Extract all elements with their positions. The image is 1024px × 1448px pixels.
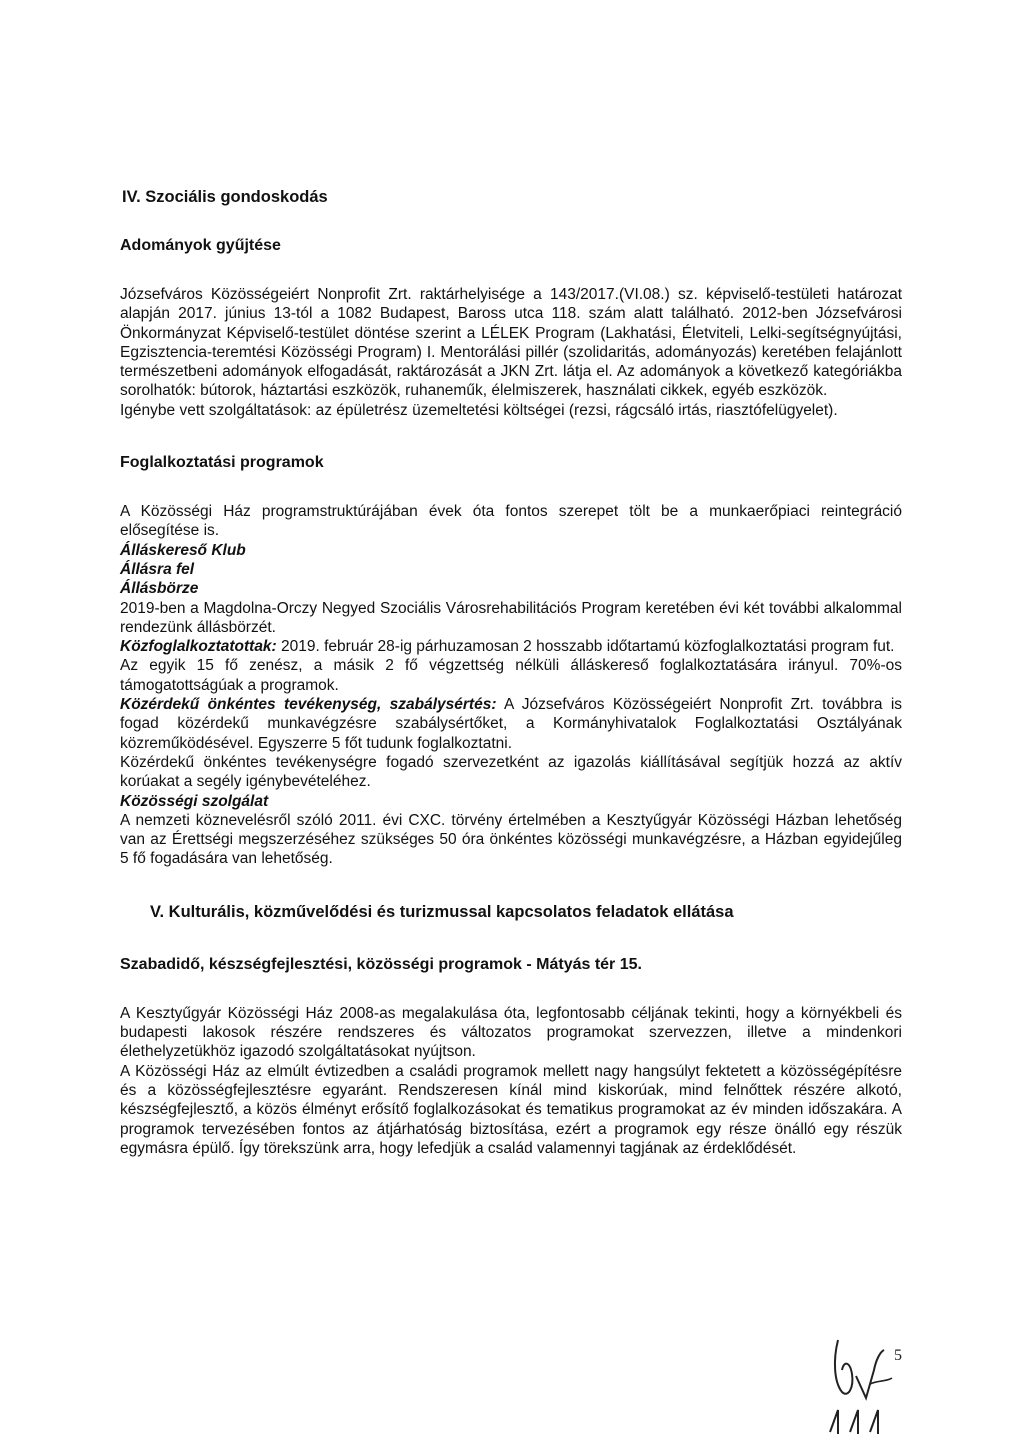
volunteer-paragraph <box>120 695 902 753</box>
job-ready: Állásra fel <box>120 560 195 578</box>
volunteer-text: A Józsefváros Közösségeiért Nonprofit Zrt. továbbra is fogad közérdekű munkavégzésre szabálysértőket, a Kormányhivatalok Foglalkoztatási Osztályának közreműködésével. Egyszerre 5 főt tudunk foglalkoztatni. <box>120 696 903 752</box>
employment-heading: Foglalkoztatási programok <box>120 454 324 472</box>
public-workers-text: 2019. február 28-ig párhuzamosan 2 hosszabb időtartamú közfoglalkoztatási program fut. <box>276 638 895 656</box>
leisure-paragraph-2: A Közösségi Ház az elmúlt évtizedben a családi programok mellett nagy hangsúlyt fektetett a közösségépítésre és a közösségfejlesztésre egyaránt. Rendszeresen kínál mind kiskorúak, mind felnőttek részére alkotó, készségfejlesztő, a közös élményt erősítő foglalkozásokat és tematikus programokat az év minden időszakára. A programok tervezésében fontos az átjárhatóság biztosítása, ezért a programok egy része önálló egy részük egymásra épülő. Így törekszünk arra, hogy lefedjük a család valamennyi tagjának az érdeklődését. <box>120 1062 902 1157</box>
community-service-paragraph: A nemzeti köznevelésről szóló 2011. évi CXC. törvény értelmében a Kesztyűgyár Közösségi Házban lehetőség van az Érettségi megszerzéséhez szükséges 50 óra önkéntes közösségi munkavégzésre, a Házban egyidejűleg 5 fő fogadására van lehetőség. <box>120 811 902 868</box>
employment-intro: A Közösségi Ház programstruktúrájában évek óta fontos szerepet tölt be a munkaerőpiaci reintegráció elősegítése is. <box>120 503 902 540</box>
section-iv-title: IV. Szociális gondoskodás <box>122 188 328 206</box>
document-page <box>120 188 902 1158</box>
donations-paragraph: Józsefváros Közösségeiért Nonprofit Zrt. raktárhelyisége a 143/2017.(VI.08.) sz. képviselő-testületi határozat alapján 2017. június 13-tól a 1082 Budapest, Baross utca 118. szám alatt található. 2012-ben Józsefvárosi Önkormányzat Képviselő-testület döntése szerint a LÉLEK Program (Lakhatási, Életviteli, Lelki-segítségnyújtási, Egzisztencia-teremtési Közösségi Program) I. Mentorálási pillér (szolidaritás, adományozás) keretében felajánlott természetbeni adományok elfogadását, raktározását a JKN Zrt. látja el. Az adományok a következő kategóriákba sorolhatók: bútorok, háztartási eszközök, ruhaneműk, élelmiszerek, használati cikkek, egyéb eszközök. <box>120 286 902 400</box>
leisure-paragraph-1: A Kesztyűgyár Közösségi Ház 2008-as megalakulása óta, legfontosabb céljának tekinti, hogy a környékbeli és budapesti lakosok részére rendszeres és változatos programokat szervezzen, illetve a mindenkori élethelyzetükhöz igazodó szolgáltatásokat nyújtson. <box>120 1004 902 1061</box>
signature-mark <box>808 1330 918 1440</box>
job-seekers-club: Álláskereső Klub <box>120 541 246 559</box>
public-workers-label: Közfoglalkoztatottak: <box>120 638 277 656</box>
handwritten-signature <box>808 1330 918 1440</box>
leisure-subheading: Szabadidő, készségfejlesztési, közösségi programok - Mátyás tér 15. <box>120 955 642 973</box>
host-paragraph: Közérdekű önkéntes tevékenységre fogadó szervezetként az igazolás kiállításával segítjük hozzá az aktív korúakat a segély igénybevételéhez. <box>120 753 902 791</box>
volunteer-label: Közérdekű önkéntes tevékenység, szabálysértés: <box>120 696 497 714</box>
community-service-label: Közösségi szolgálat <box>120 792 269 810</box>
page-mark: 5 <box>894 1347 902 1364</box>
section-v-title: V. Kulturális, közművelődési és turizmussal kapcsolatos feladatok ellátása <box>150 902 734 921</box>
job-fair: Állásbörze <box>120 580 199 598</box>
services-paragraph: Igénybe vett szolgáltatások: az épületrész üzemeltetési költségei (rezsi, rágcsáló irtás, riasztófelügyelet). <box>120 401 838 419</box>
groups-paragraph: Az egyik 15 fő zenész, a másik 2 fő végzettség nélküli álláskereső foglalkoztatására irányul. 70%-os támogatottságúak a programok. <box>120 657 902 694</box>
donations-heading: Adományok gyűjtése <box>120 237 281 254</box>
job-fair-paragraph: 2019-ben a Magdolna-Orczy Negyed Szociális Városrehabilitációs Program keretében évi két további alkalommal rendezünk állásbörzét. <box>120 599 902 636</box>
public-workers-paragraph <box>120 637 902 656</box>
